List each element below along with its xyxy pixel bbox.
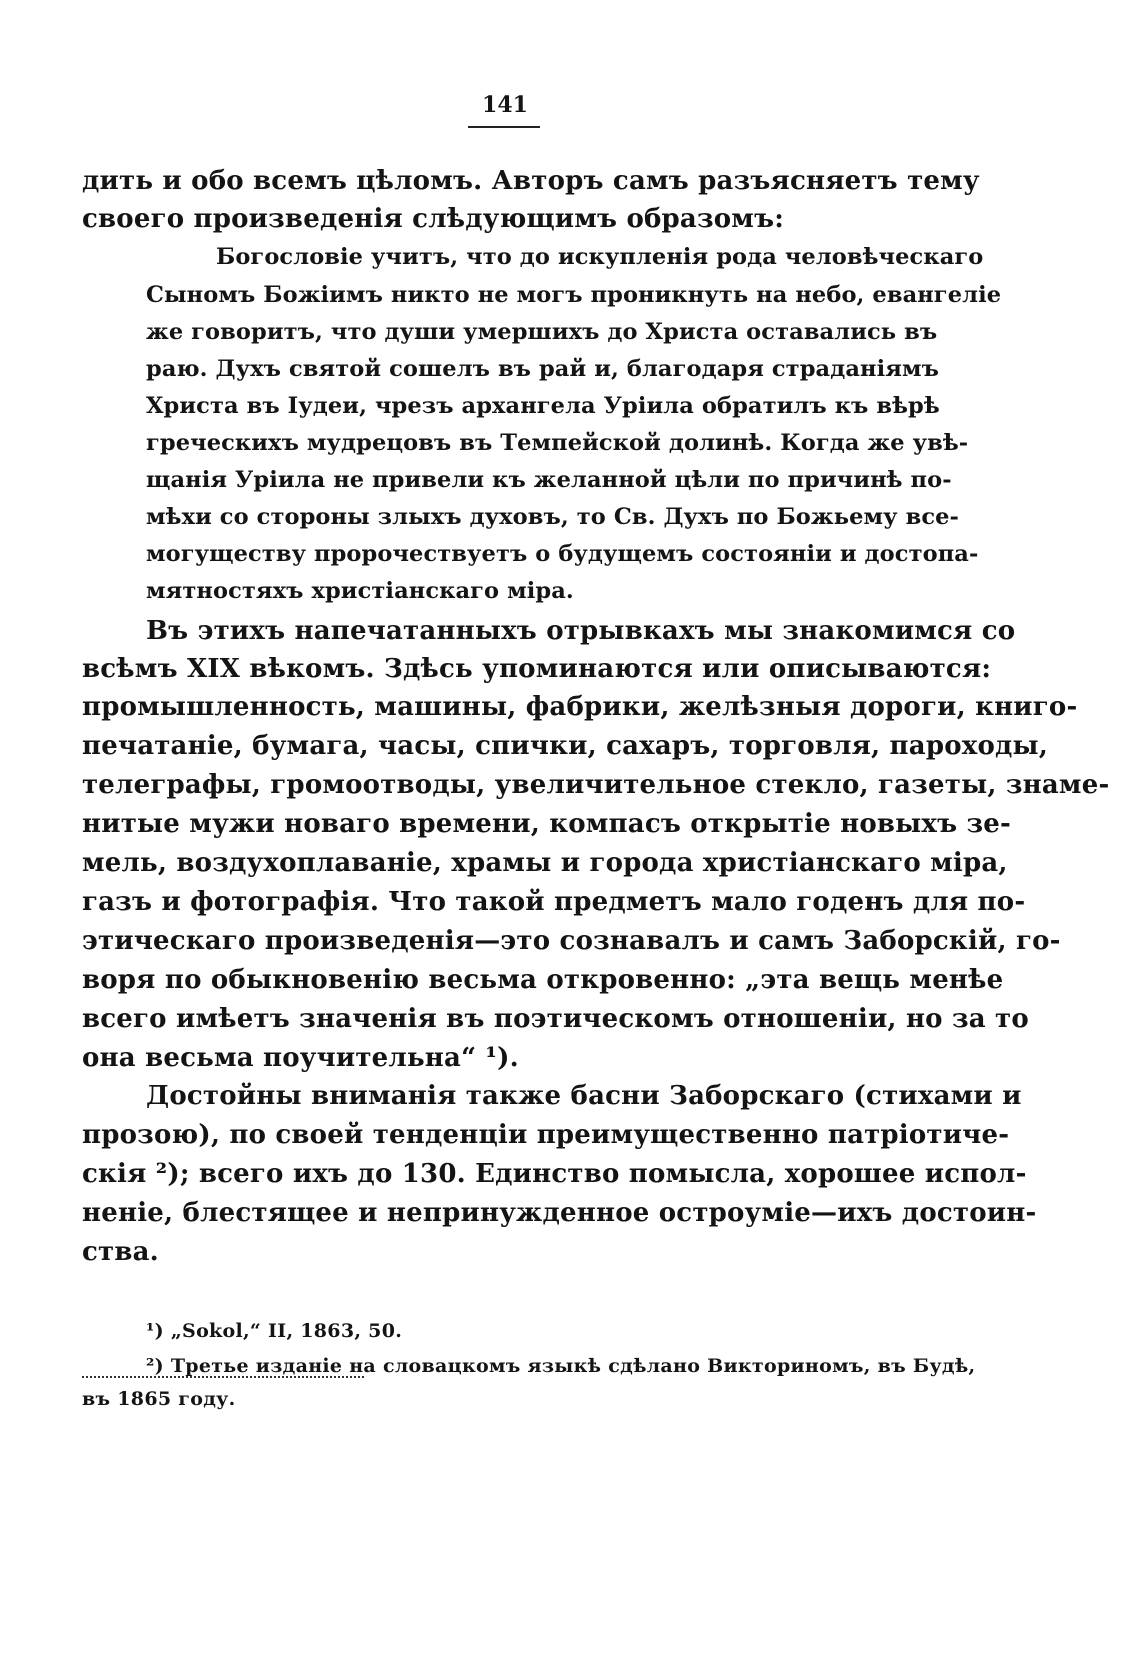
text-line: промышленность, машины, фабрики, желѣзныя дороги, книго- xyxy=(82,692,1078,722)
page-number-rule xyxy=(468,126,540,128)
page-number: 141 xyxy=(482,92,528,118)
quote-line: Богословіе учитъ, что до искупленія рода человѣческаго xyxy=(216,244,984,270)
quote-line: мятностяхъ христіанскаго міра. xyxy=(146,578,574,604)
quote-line: Сыномъ Божіимъ никто не могъ проникнуть на небо, евангеліе xyxy=(146,282,1002,308)
footnote: ²) Третье изданіе на словацкомъ языкѣ сдѣлано Викториномъ, въ Будѣ, xyxy=(146,1355,976,1377)
text-line: своего произведенія слѣдующимъ образомъ: xyxy=(82,204,785,234)
text-line: всего имѣетъ значенія въ поэтическомъ отношеніи, но за то xyxy=(82,1004,1029,1034)
quote-line: щанія Уріила не привели къ желанной цѣли по причинѣ по- xyxy=(146,467,952,493)
text-line: телеграфы, громоотводы, увеличительное стекло, газеты, знаме- xyxy=(82,770,1110,800)
text-line: этическаго произведенія—это сознавалъ и самъ Заборскій, го- xyxy=(82,926,1061,956)
text-line: печатаніе, бумага, часы, спички, сахаръ, торговля, пароходы, xyxy=(82,731,1049,761)
quote-line: Христа въ Іудеи, чрезъ архангела Уріила обратилъ къ вѣрѣ xyxy=(146,393,940,419)
footnote: ¹) „Sokol,“ II, 1863, 50. xyxy=(146,1320,403,1342)
footnote: въ 1865 году. xyxy=(82,1388,236,1410)
text-line: ства. xyxy=(82,1237,159,1267)
text-line: Въ этихъ напечатанныхъ отрывкахъ мы знакомимся со xyxy=(146,616,1016,646)
quote-line: греческихъ мудрецовъ въ Темпейской долинѣ. Когда же увѣ- xyxy=(146,430,969,456)
text-line: прозою), по своей тенденціи преимущественно патріотиче- xyxy=(82,1120,1010,1150)
quote-line: могуществу пророчествуетъ о будущемъ состояніи и достопа- xyxy=(146,541,979,567)
text-line: воря по обыкновенію весьма откровенно: „эта вещь менѣе xyxy=(82,965,1004,995)
text-line: неніе, блестящее и непринужденное остроуміе—ихъ достоин- xyxy=(82,1198,1037,1228)
text-line: скія ²); всего ихъ до 130. Единство помысла, хорошее испол- xyxy=(82,1159,1027,1189)
text-line: мель, воздухоплаваніе, храмы и города христіанскаго міра, xyxy=(82,848,1008,878)
text-line: дить и обо всемъ цѣломъ. Авторъ самъ разъясняетъ тему xyxy=(82,166,980,196)
text-line: она весьма поучительна“ ¹). xyxy=(82,1043,519,1073)
text-line: Достойны вниманія также басни Заборскаго (стихами и xyxy=(146,1081,1022,1111)
quote-line: раю. Духъ святой сошелъ въ рай и, благодаря страданіямъ xyxy=(146,356,939,382)
text-line: газъ и фотографія. Что такой предметъ мало годенъ для по- xyxy=(82,887,1026,917)
text-line: всѣмъ XIX вѣкомъ. Здѣсь упоминаются или описываются: xyxy=(82,654,992,684)
text-line: нитые мужи новаго времени, компасъ открытіе новыхъ зе- xyxy=(82,809,1012,839)
quote-line: мѣхи со стороны злыхъ духовъ, то Св. Духъ по Божьему все- xyxy=(146,504,959,530)
quote-line: же говоритъ, что души умершихъ до Христа оставались въ xyxy=(146,319,938,345)
